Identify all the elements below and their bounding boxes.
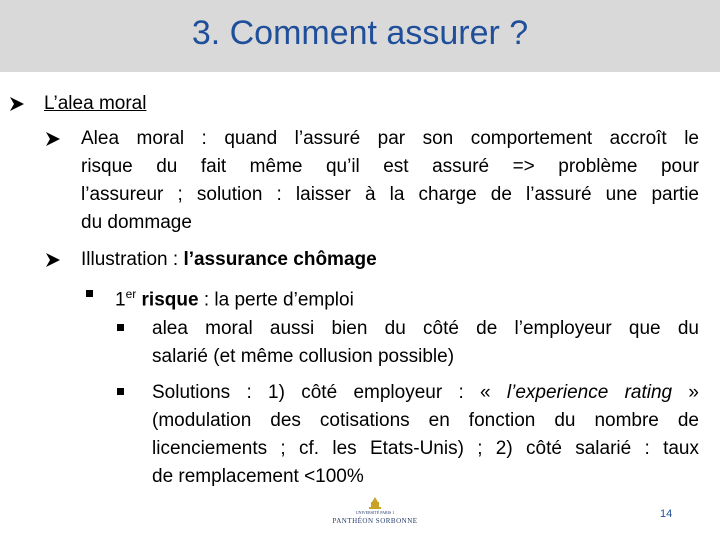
experience-rating: l’experience rating [506,382,673,403]
solutions-line [152,381,699,404]
illustration-emphasis: l’assurance chômage [183,249,377,270]
illustration-line [81,248,377,271]
solutions-line: licenciements ; cf. les Etats-Unis) ; 2) côté salarié : taux [152,438,699,459]
definition-line: du dommage [81,212,192,233]
risk-ordinal: er [125,287,137,301]
risk-label: risque [136,289,199,311]
risk-number: 1 [115,289,126,311]
arrow-bullet-icon [9,96,25,112]
arrow-bullet-icon [45,252,61,268]
square-bullet-icon [117,324,124,331]
square-bullet-icon [86,290,93,297]
definition-line: l’assureur ; solution : laisser à la charge de l’assuré une partie [81,184,699,205]
solutions-prefix: Solutions : 1) côté employeur : « [152,382,507,403]
solutions-line: (modulation des cotisations en fonction du nombre de [152,410,699,431]
square-bullet-icon [117,388,124,395]
arrow-bullet-icon [45,131,61,147]
definition-line: risque du fait même qu’il est assuré => problème pour [81,156,699,177]
definition-line: Alea moral : quand l’assuré par son comportement accroît le [81,128,699,149]
solutions-suffix: » [672,382,699,403]
logo-university-name: PANTHÉON SORBONNE [332,517,418,525]
logo-university-line: UNIVERSITÉ PARIS 1 [355,510,395,515]
page-number: 14 [660,508,673,520]
university-logo-icon [364,496,386,510]
risk-line [115,283,354,311]
illustration-prefix: Illustration : [81,249,184,270]
risk-rest: : la perte d’emploi [198,289,354,311]
moral-hazard-line: salarié (et même collusion possible) [152,346,455,367]
slide-title: 3. Comment assurer ? [191,14,529,52]
solutions-line: de remplacement <100% [152,466,364,487]
bullet-alea-moral: L’alea moral [44,93,147,114]
moral-hazard-line: alea moral aussi bien du côté de l’employeur que du [152,318,699,339]
